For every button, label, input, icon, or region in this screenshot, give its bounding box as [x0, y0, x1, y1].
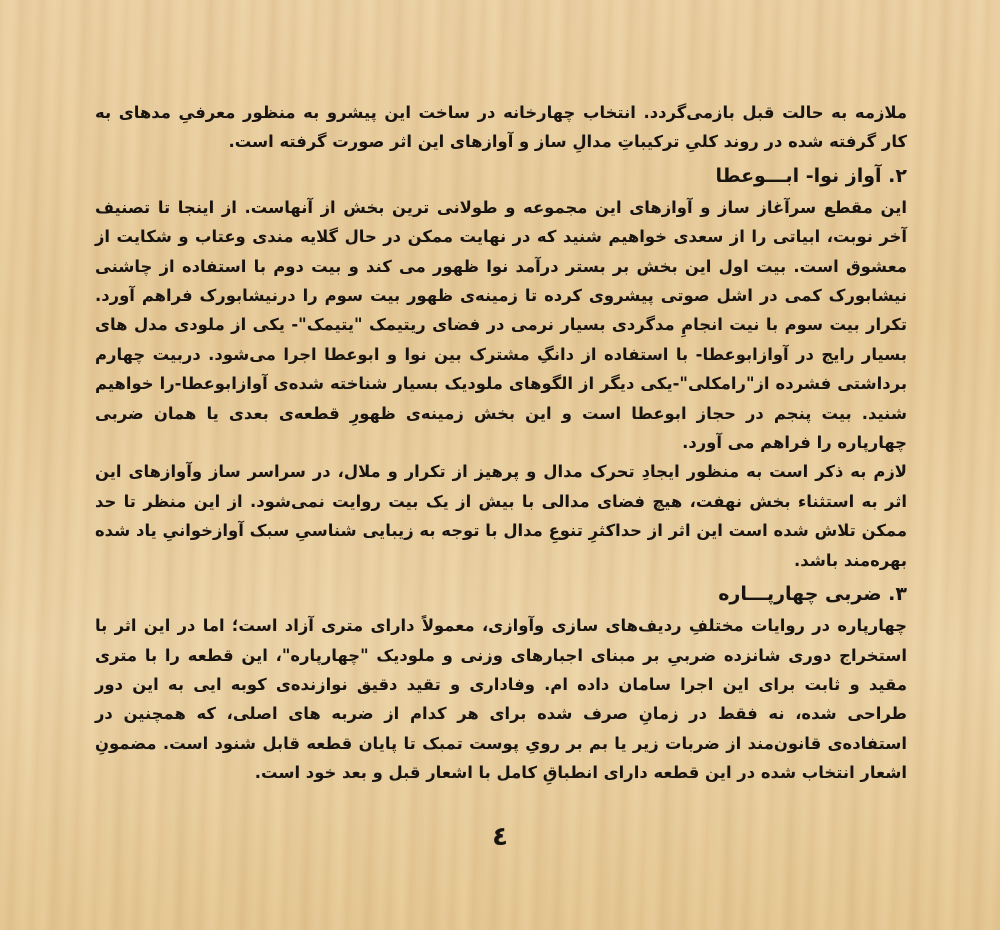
document-page: [95, 98, 907, 788]
page-number: ٤: [492, 822, 508, 852]
intro-paragraph: ملازمه به حالت قبل بازمی‌گردد. انتخاب چهارخانه در ساخت این پیشرو به منظور معرفیِ مدهای به کار گرفته شده در روند کلیِ ترکیباتِ مدالِ ساز و آوازهای این اثر صورت گرفته است.: [95, 103, 907, 152]
section-3-heading: ۳. ضربی چهارپـــاره: [718, 583, 907, 606]
section-3-paragraph-1: چهارپاره در روایات مختلفِ ردیف‌های سازی وآوازی، معمولاً دارای متری آزاد است؛ اما در این اثر با استخراج دوری شانزده ضربیِ بر مبنای اجبارهای وزنی و ملودیک "چهارپاره"، این قطعه را با متری مقید و ثابت برای این اجرا سامان داده ام. وفاداری و تقید دقیق نوازنده‌ی کوبه ایی به این دور طراحی شده، نه فقط در زمانِ صرف شده برای هر کدام از ضربه های اصلی، که همچنین در استفاده‌ی قانون‌مند از ضربات زیر یا بم بر رویِ پوست تمبک تا پایان قطعه قابل شنود است. مضمونِ اشعار انتخاب شده در این قطعه دارای انطباقِ کامل با اشعار قبل و بعد خود است.: [95, 616, 907, 783]
section-2-heading: ۲. آواز نوا- ابـــوعطا: [715, 164, 907, 187]
section-2-paragraph-1: این مقطع سرآغاز ساز و آوازهای این مجموعه و طولانی ترین بخش از آنهاست. از اینجا تا تصنیف آخر نوبت، ابیاتی را از سعدی خواهیم شنید که در نهایت ممکن در حال گلایه مندی وعتاب و شکایت از معشوق است. بیت اول این بخش بر بستر درآمد نوا ظهور می کند و بیت دوم با استفاده از چاشنی نیشابورک کمی در اشل صوتی پیشروی کرده تا زمینه‌ی ظهور بیت سوم را درنیشابورک فراهم آورد. تکرار بیت سوم با نیت انجامِ مدگردی بسیار نرمی در فضای ریتیمک "یتیمک"- یکی از ملودی مدل های بسیار رایج در آوازابوعطا- با استفاده از دانگِ مشترک بین نوا و ابوعطا اجرا می‌شود. دربیت چهارم برداشتی فشرده از"رامکلی"-یکی دیگر از الگوهای ملودیک بسیار شناخته شده‌ی آوازابوعطا-را خواهیم شنید. بیت پنجم در حجاز ابوعطا است و این بخش زمینه‌ی ظهورِ قطعه‌ی بعدی یا همان ضربی چهارپاره را فراهم می آورد.: [95, 197, 907, 453]
section-2-paragraph-2: لازم به ذکر است به منظور ایجادِ تحرک مدال و پرهیز از تکرار و ملال، در سراسر ساز وآوازهای این اثر به استثناء بخش نهفت، هیچ فضای مدالی با بیش از یک بیت روایت نمی‌شود. از این منظر تا حد ممکن تلاش شده است این اثر از حداکثرِ تنوعِ مدال با توجه به زیبایی شناسیِ سبک آوازخوانیِ یاد شده بهره‌مند باشد.: [95, 462, 907, 570]
